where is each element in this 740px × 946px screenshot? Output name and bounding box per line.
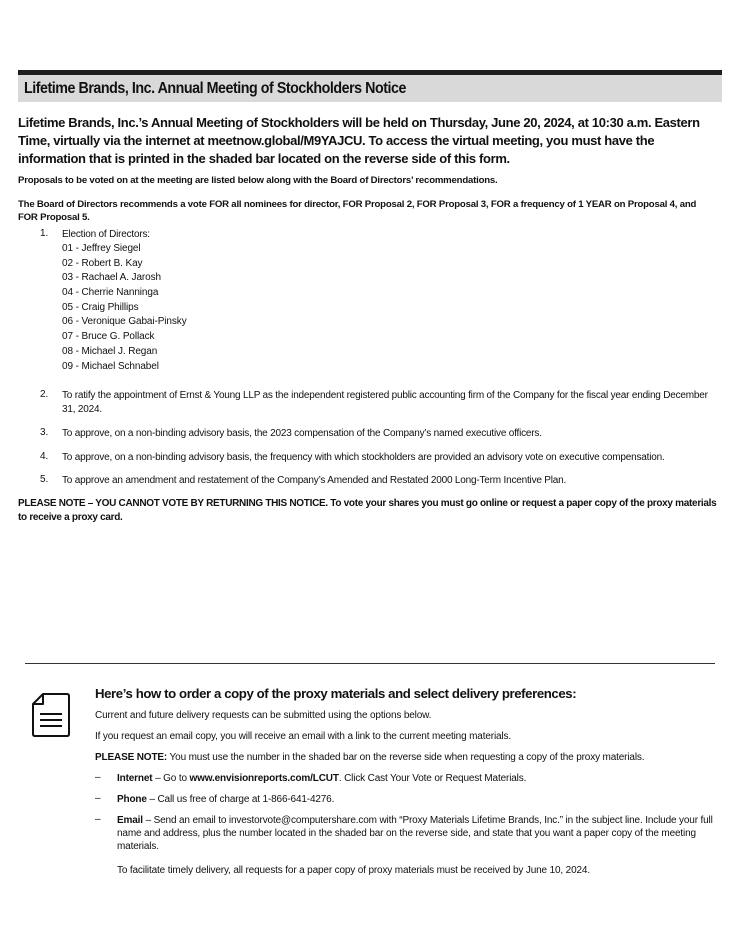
order-note bbox=[95, 752, 644, 763]
email-label: Email bbox=[117, 815, 143, 826]
internet-pre: – Go to bbox=[152, 773, 190, 784]
phone-text: – Call us free of charge at 1-866-641-4276. bbox=[146, 794, 335, 805]
please-note: PLEASE NOTE – YOU CANNOT VOTE BY RETURNING THIS NOTICE. To vote your shares you must go online or request a paper copy of the proxy materials to receive a proxy card. bbox=[18, 498, 717, 523]
email-text: – Send an email to investorvote@computershare.com with “Proxy Materials Lifetime Brands, Inc.” in the subject line. Include your full name and address, plus the number located in the shaded bar on the reverse side, and state that you want a paper copy of the meeting materials. bbox=[117, 815, 713, 852]
section-divider bbox=[25, 663, 715, 664]
deadline-text: To facilitate timely delivery, all requests for a paper copy of proxy materials must be received by June 10, 2024. bbox=[117, 865, 590, 876]
note-text: You must use the number in the shaded bar on the reverse side when requesting a copy of the proxy materials. bbox=[167, 752, 645, 763]
director-list bbox=[62, 242, 187, 374]
director-item: 07 - Bruce G. Pollack bbox=[62, 331, 155, 343]
proposals-intro: Proposals to be voted on at the meeting are listed below along with the Board of Directors’ recommendations. bbox=[18, 175, 498, 186]
director-item: 02 - Robert B. Kay bbox=[62, 257, 143, 269]
proposal-text: Election of Directors: bbox=[62, 229, 150, 240]
director-item: 05 - Craig Phillips bbox=[62, 301, 139, 313]
document-icon bbox=[31, 692, 71, 743]
director-item: 01 - Jeffrey Siegel bbox=[62, 243, 141, 254]
director-item: 06 - Veronique Gabai-Pinsky bbox=[62, 316, 187, 328]
bullet-dash: – bbox=[95, 772, 101, 783]
internet-post: . Click Cast Your Vote or Request Materials. bbox=[338, 773, 527, 784]
order-heading: Here’s how to order a copy of the proxy materials and select delivery preferences: bbox=[95, 686, 577, 701]
director-item: 09 - Michael Schnabel bbox=[62, 360, 159, 372]
proposal-text: To approve, on a non-binding advisory basis, the frequency with which stockholders are provided an advisory vote on executive compensation. bbox=[62, 452, 665, 463]
internet-option bbox=[117, 772, 717, 785]
email-option bbox=[117, 814, 717, 853]
proposal-number: 4. bbox=[40, 451, 49, 462]
proposal-text: To approve, on a non-binding advisory basis, the 2023 compensation of the Company’s named executive officers. bbox=[62, 428, 542, 439]
note-label: PLEASE NOTE: bbox=[95, 752, 168, 763]
proposal-text: To approve an amendment and restatement of the Company’s Amended and Restated 2000 Long-Term Incentive Plan. bbox=[62, 475, 567, 486]
order-line: If you request an email copy, you will receive an email with a link to the current meeting materials. bbox=[95, 731, 511, 742]
proposal-number: 3. bbox=[40, 427, 49, 438]
proposal-number: 5. bbox=[40, 474, 49, 485]
bullet-dash: – bbox=[95, 814, 101, 825]
internet-url-link[interactable]: www.envisionreports.com/LCUT bbox=[189, 773, 339, 784]
bullet-dash: – bbox=[95, 793, 101, 804]
meeting-intro: Lifetime Brands, Inc.’s Annual Meeting of Stockholders will be held on Thursday, June 20, 2024, at 10:30 a.m. Eastern Time, virtually via the internet at meetnow.global/M9YAJCU. To access the virtual meeting, you must have the information that is printed in the shaded bar located on the reverse side of this form. bbox=[18, 115, 700, 166]
internet-label: Internet bbox=[117, 773, 153, 784]
notice-title: Lifetime Brands, Inc. Annual Meeting of Stockholders Notice bbox=[24, 80, 406, 97]
phone-label: Phone bbox=[117, 794, 147, 805]
director-item: 04 - Cherrie Nanninga bbox=[62, 287, 159, 299]
director-item: 08 - Michael J. Regan bbox=[62, 345, 158, 357]
director-item: 03 - Rachael A. Jarosh bbox=[62, 272, 161, 284]
order-line: Current and future delivery requests can be submitted using the options below. bbox=[95, 710, 432, 721]
proposal-number: 2. bbox=[40, 389, 49, 400]
phone-option bbox=[117, 793, 717, 806]
notice-header bbox=[18, 70, 722, 102]
proposal-text: To ratify the appointment of Ernst & Young LLP as the independent registered public accounting firm of the Company for the fiscal year ending December 31, 2024. bbox=[62, 390, 708, 415]
proposal-number: 1. bbox=[40, 228, 49, 239]
board-recommendation: The Board of Directors recommends a vote FOR all nominees for director, FOR Proposal 2, FOR Proposal 3, FOR a frequency of 1 YEAR on Proposal 4, and FOR Proposal 5. bbox=[18, 199, 697, 223]
